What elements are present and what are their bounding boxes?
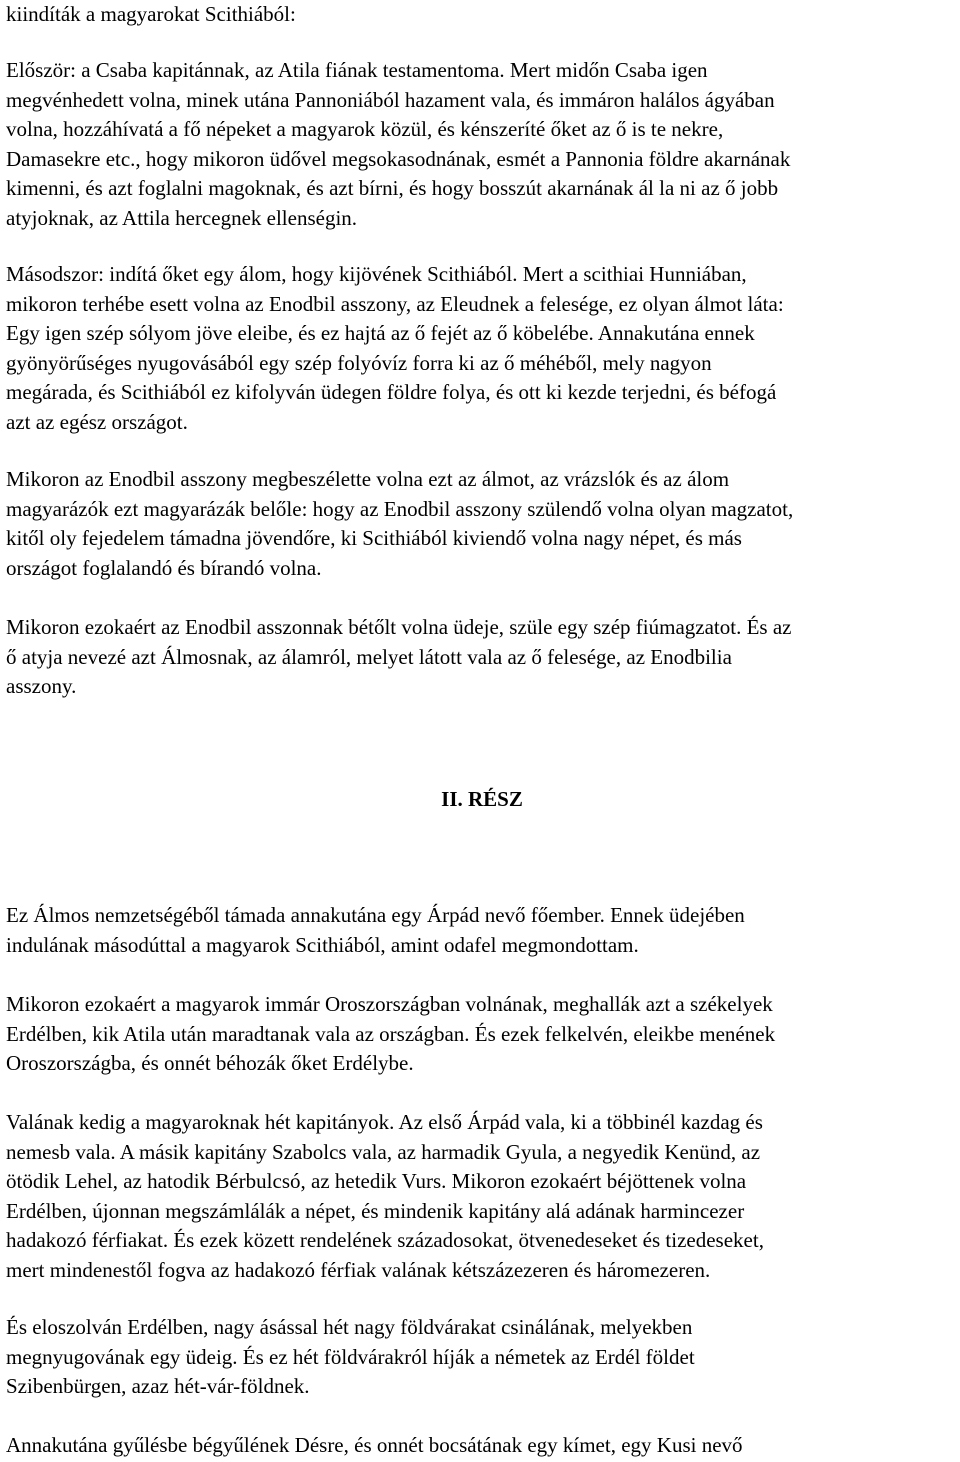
text-line: megárada, és Scithiából ez kifolyván üdegen földre folya, és ott ki kezde terjedni, és béfogá (6, 380, 777, 404)
text-line: Először: a Csaba kapitánnak, az Atila fiának testamentoma. Mert midőn Csaba igen (6, 58, 708, 82)
paragraph-seven-captains (6, 1108, 958, 1285)
text-line: nemesb vala. A másik kapitány Szabolcs vala, az harmadik Gyula, a negyedik Kenünd, az (6, 1139, 761, 1164)
text-line: megvénhedett volna, minek utána Pannoniából hazament vala, és immáron halálos ágyában (6, 87, 775, 112)
text-line: indulának másodúttal a magyarok Scithiából, amint odafel megmondottam. (6, 932, 639, 957)
text-line: atyjoknak, az Attila hercegnek ellenségin. (6, 205, 358, 230)
paragraph-seven-forts (6, 1313, 958, 1402)
text-line: Valának kedig a magyaroknak hét kapitányok. Az első Árpád vala, ki a többinél kazdag és (6, 1110, 763, 1134)
text-line: megnyugovának egy üdeig. És ez hét földvárakról híják a németek az Erdél földet (6, 1344, 695, 1369)
text-line: kimenni, és azt foglalni magoknak, és azt bírni, és hogy bosszút akarnának ál la ni az ő jobb (6, 176, 779, 200)
section-title: II. RÉSZ (441, 787, 523, 811)
paragraph-des-assembly (6, 1431, 958, 1461)
text-line: gyönyörűséges nyugovásából egy szép folyóvíz forra ki az ő méhéből, mely nagyon (6, 350, 712, 375)
paragraph-almos-birth (6, 613, 958, 702)
text-line: Annakutána gyűlésbe bégyűlének Désre, és onnét bocsátának egy kímet, egy Kusi nevő (6, 1433, 743, 1457)
text-line: ő atyja nevezé azt Álmosnak, az álamról, melyet látott vala az ő felesége, az Enodbilia (6, 644, 732, 669)
paragraph-szekelyek (6, 990, 958, 1079)
text-line: Mikoron ezokaért az Enodbil asszonnak bétőlt volna üdeje, szüle egy szép fiúmagzatot. És az (6, 615, 792, 639)
text-line: kitől oly fejedelem támadna jövendőre, ki Scithiából kiviendő volna nagy népet, és más (6, 526, 742, 550)
text-line: Oroszországba, és onnét béhozák őket Erdélybe. (6, 1051, 414, 1075)
text-line: Erdélben, kik Atila után maradtanak vala az országban. És ezek felkelvén, eleikbe menének (6, 1021, 776, 1046)
text-line: Ez Álmos nemzetségéből támada annakutána egy Árpád nevő főember. Ennek üdejében (6, 903, 745, 927)
section-heading (6, 785, 958, 815)
text-line: asszony. (6, 674, 77, 698)
text-line: országot foglalandó és bírandó volna. (6, 555, 322, 580)
paragraph-intro (6, 0, 958, 30)
text-line: Szibenbürgen, azaz hét-vár-földnek. (6, 1374, 310, 1398)
text-line: Erdélben, újonnan megszámlálák a népet, és mindenik kapitány alá adának harmincezer (6, 1198, 745, 1223)
text-line: hadakozó férfiakat. És ezek közett rendelének századosokat, ötvenedeseket és tizedeseket, (6, 1228, 764, 1252)
text-line: mikoron terhébe esett volna az Enodbil asszony, az Eleudnek a felesége, ez olyan álmot láta: (6, 291, 784, 316)
paragraph-arpad (6, 901, 958, 960)
text-line: Damasekre etc., hogy mikoron üdővel megsokasodnának, esmét a Pannonia földre akarnának (6, 146, 791, 171)
text-line: azt az egész országot. (6, 409, 188, 434)
text-line: Egy igen szép sólyom jöve eleibe, és ez hajtá az ő fejét az ő köbelébe. Annakutána ennek (6, 321, 755, 345)
paragraph-second-reason (6, 260, 958, 437)
text-line: Mikoron ezokaért a magyarok immár Oroszországban volnának, meghallák azt a székelyek (6, 992, 773, 1016)
text-line: mert mindenestől fogva az hadakozó férfiak valának kétszázezeren és háromezeren. (6, 1257, 711, 1282)
text-line: kiindíták a magyarokat Scithiából: (6, 2, 296, 26)
text-line: magyarázók ezt magyarázák belőle: hogy az Enodbil asszony szülendő volna olyan magzatot, (6, 496, 794, 521)
paragraph-dream-interpretation (6, 465, 958, 583)
text-line: ötödik Lehel, az hatodik Bérbulcsó, az hetedik Vurs. Mikoron ezokaért béjöttenek volna (6, 1169, 747, 1193)
text-line: És eloszolván Erdélben, nagy ásással hét nagy földvárakat csinálának, melyekben (6, 1315, 693, 1339)
paragraph-first-reason (6, 56, 958, 233)
text-line: Mikoron az Enodbil asszony megbeszélette volna ezt az álmot, az vrázslók és az álom (6, 467, 730, 491)
text-line: Másodszor: indítá őket egy álom, hogy kijövének Scithiából. Mert a scithiai Hunniában, (6, 262, 747, 286)
text-line: volna, hozzáhívatá a fő népeket a magyarok közül, és kénszeríté őket az ő is te nekre, (6, 117, 724, 141)
